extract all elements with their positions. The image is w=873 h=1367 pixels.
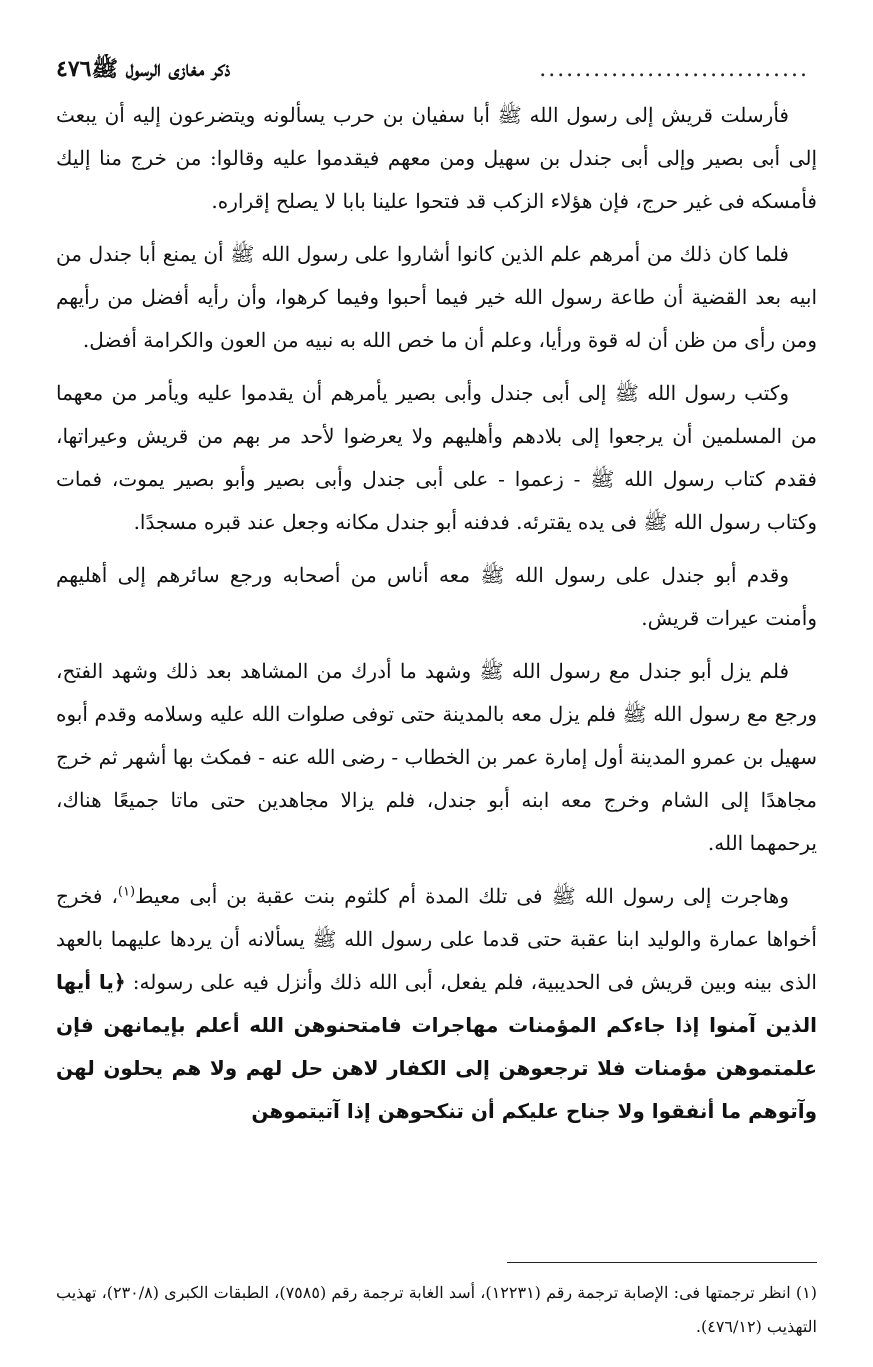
running-title: ذكر مغازى الرسول ﷺ (91, 56, 231, 82)
footnote-divider (507, 1262, 817, 1263)
paragraph-6 (56, 875, 817, 1133)
header-leader-dots: .............................. (539, 57, 809, 82)
paragraph-6-text-start: وهاجرت إلى رسول الله ﷺ فى تلك المدة أم كلثوم بنت عقبة بن أبى معيط (135, 884, 790, 908)
paragraph-1: فأرسلت قريش إلى رسول الله ﷺ أبا سفيان بن حرب يسألونه ويتضرعون إليه أن يبعث إلى أبى بصير وإلى أبى جندل بن سهيل ومن معهم فيقدموا عليه وقالوا: من خرج منا إليك فأمسكه فى غير حرج، فإن هؤلاء الزكب قد فتحوا علينا بابا لا يصلح إقراره. (56, 103, 817, 213)
paragraph-5: فلم يزل أبو جندل مع رسول الله ﷺ وشهد ما أدرك من المشاهد بعد ذلك وشهد الفتح، ورجع مع رسول الله ﷺ فلم يزل معه بالمدينة حتى توفى صلوات الله عليه وسلامه وقدم أبوه سهيل بن عمرو المدينة أول إمارة عمر بن الخطاب - رضى الله عنه - فمكث بها أشهر ثم خرج مجاهدًا إلى الشام وخرج معه ابنه أبو جندل، فلم يزالا مجاهدين حتى ماتا جميعًا هناك، يرحمهما الله. (55, 659, 818, 855)
paragraph-6-text-end: ، فخرج أخواها عمارة والوليد ابنا عقبة حتى قدما على رسول الله ﷺ يسألانه أن يردها عليهما بالعهد الذى بينه وبين قريش فى الحديبية، فلم يفعل، أبى الله ذلك وأنزل فيه على رسوله: (56, 884, 817, 994)
paragraph-3: وكتب رسول الله ﷺ إلى أبى جندل وأبى بصير يأمرهم أن يقدموا عليه ويأمر من معهما من المسلمين أن يرجعوا إلى بلادهم وأهليهم ولا يعرضوا لأحد مر بهم من قريش وعيراتها، فقدم كتاب رسول الله ﷺ - زعموا - على أبى جندل وأبى بصير وأبو بصير يموت، فمات وكتاب رسول الله ﷺ فى يده يقترئه. فدفنه أبو جندل مكانه وجعل عند قبره مسجدًا. (56, 381, 817, 534)
footnote-marker: (١) (117, 884, 136, 900)
body-text (56, 94, 817, 1133)
paragraph-2: فلما كان ذلك من أمرهم علم الذين كانوا أشاروا على رسول الله ﷺ أن يمنع أبا جندل من ابيه بعد القضية أن طاعة رسول الله خير فيما أحبوا وفيما كرهوا، وأن رأيه أفضل من رأيهم ومن رأى من ظن أن له قوة ورأيا، وعلم أن ما خص الله به نبيه من العون والكرامة أفضل. (56, 242, 817, 352)
footnote: (١) انظر ترجمتها فى: الإصابة ترجمة رقم (١٢٢٣١)، أسد الغابة ترجمة رقم (٧٥٨٥)، الطبقات الكبرى (٢٣٠/٨)، تهذيب التهذيب (٤٧٦/١٢). (56, 1283, 818, 1336)
page-header (56, 54, 817, 94)
paragraph-4: وقدم أبو جندل على رسول الله ﷺ معه أناس من أصحابه ورجع سائرهم إلى أهليهم وأمنت عيرات قريش. (56, 563, 817, 630)
quran-verse: ﴿يا أيها الذين آمنوا إذا جاءكم المؤمنات مهاجرات فامتحنوهن الله أعلم بإيمانهن فإن علمتموهن مؤمنات فلا ترجعوهن إلى الكفار لاهن حل لهم ولا هم يحلون لهن وآتوهم ما أنفقوا ولا جناح عليكم أن تنكحوهن إذا آتيتموهن (56, 970, 817, 1123)
page-number: ٤٧٦ (56, 56, 92, 82)
